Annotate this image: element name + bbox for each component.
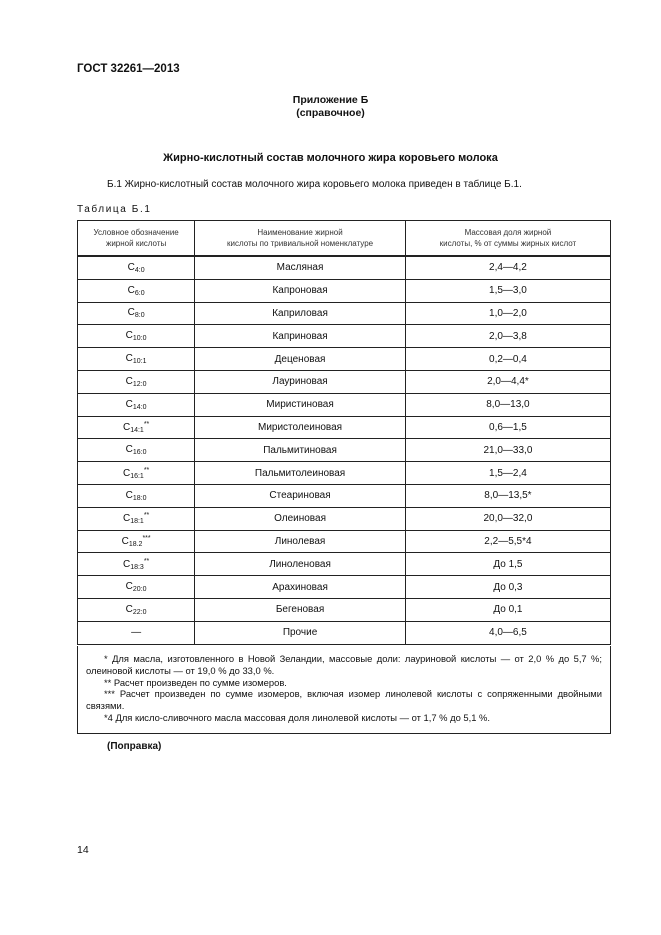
header-designation: Условное обозначение жирной кислоты (78, 221, 195, 257)
acid-name: Прочие (195, 621, 406, 644)
mass-fraction: 4,0—6,5 (405, 621, 610, 644)
table-row (78, 416, 611, 439)
table-row (78, 348, 611, 371)
mass-fraction: 1,5—3,0 (405, 279, 610, 302)
acid-designation: $C_{4:0}$ (78, 256, 195, 279)
mass-fraction: 2,0—4,4* (405, 370, 610, 393)
mass-fraction: 0,2—0,4 (405, 348, 610, 371)
acid-designation: $C_{22:0}$ (78, 598, 195, 621)
acid-designation: $C_{16:0}$ (78, 439, 195, 462)
acid-designation: $C_{14:1}^{**}$ (78, 416, 195, 439)
acid-name: Стеариновая (195, 484, 406, 507)
amendment-note: (Поправка) (107, 741, 162, 752)
acid-name: Пальмитолеиновая (195, 462, 406, 485)
table-row (78, 484, 611, 507)
acid-designation: $C_{10:0}$ (78, 325, 195, 348)
mass-fraction: 0,6—1,5 (405, 416, 610, 439)
mass-fraction: До 0,3 (405, 576, 610, 599)
acid-name: Пальмитиновая (195, 439, 406, 462)
appendix-subtitle: (справочное) (296, 107, 365, 119)
table-row (78, 370, 611, 393)
acid-name: Арахиновая (195, 576, 406, 599)
acid-designation: $C_{18:0}$ (78, 484, 195, 507)
appendix-title: Приложение Б (292, 94, 369, 106)
mass-fraction: 2,2—5,5*4 (405, 530, 610, 553)
acid-designation: $C_{12:0}$ (78, 370, 195, 393)
note-1: * Для масла, изготовленного в Новой Зеландии, массовые доли: лауриновой кислоты — от 2,0 % до 5,7 %; олеиновой кислоты — от 19,0 % до 33,0 %. (86, 653, 602, 676)
acid-name: Масляная (195, 256, 406, 279)
table-row (78, 256, 611, 279)
section-title: Жирно-кислотный состав молочного жира коровьего молока (163, 152, 498, 164)
acid-name: Линолевая (195, 530, 406, 553)
appendix-heading (0, 94, 661, 120)
table-label: Таблица Б.1 (77, 204, 152, 215)
mass-fraction: 2,4—4,2 (405, 256, 610, 279)
table-body (78, 256, 611, 644)
note-3: *** Расчет произведен по сумме изомеров, включая изомер линолевой кислоты с сопряженными двойными связями. (86, 688, 602, 712)
acid-name: Олеиновая (195, 507, 406, 530)
mass-fraction: До 1,5 (405, 553, 610, 576)
table-row (78, 507, 611, 530)
mass-fraction: 1,0—2,0 (405, 302, 610, 325)
note-2: ** Расчет произведен по сумме изомеров. (104, 676, 287, 688)
mass-fraction: 2,0—3,8 (405, 325, 610, 348)
acid-designation: $C_{8:0}$ (78, 302, 195, 325)
acid-name: Каприловая (195, 302, 406, 325)
table-row (78, 530, 611, 553)
document-code: ГОСТ 32261—2013 (77, 63, 180, 75)
acid-designation: $C_{20:0}$ (78, 576, 195, 599)
table-row (78, 325, 611, 348)
acid-designation: $C_{14:0}$ (78, 393, 195, 416)
section-intro: Б.1 Жирно-кислотный состав молочного жира коровьего молока приведен в таблице Б.1. (107, 179, 522, 190)
mass-fraction: 1,5—2,4 (405, 462, 610, 485)
table-row (78, 462, 611, 485)
acid-name: Лауриновая (195, 370, 406, 393)
table-row (78, 621, 611, 644)
acid-name: Капроновая (195, 279, 406, 302)
table-row (78, 279, 611, 302)
acid-designation: — (78, 621, 195, 644)
note-4: *4 Для кисло-сливочного масла массовая доля линолевой кислоты — от 1,7 % до 5,1 %. (104, 711, 490, 723)
acid-name: Миристиновая (195, 393, 406, 416)
acid-name: Линоленовая (195, 553, 406, 576)
table-row (78, 439, 611, 462)
acid-designation: $C_{10:1}$ (78, 348, 195, 371)
fatty-acid-table (77, 220, 611, 645)
table-row (78, 393, 611, 416)
acid-designation: $C_{18.2}^{***}$ (78, 530, 195, 553)
table-row (78, 302, 611, 325)
acid-name: Каприновая (195, 325, 406, 348)
acid-name: Миристолеиновая (195, 416, 406, 439)
table-row (78, 576, 611, 599)
acid-designation: $C_{6:0}$ (78, 279, 195, 302)
mass-fraction: 20,0—32,0 (405, 507, 610, 530)
table-header-row (78, 221, 611, 257)
mass-fraction: 8,0—13,5* (405, 484, 610, 507)
acid-name: Бегеновая (195, 598, 406, 621)
acid-designation: $C_{18:3}^{**}$ (78, 553, 195, 576)
table-row (78, 553, 611, 576)
page-number: 14 (77, 844, 89, 856)
acid-name: Деценовая (195, 348, 406, 371)
mass-fraction: 21,0—33,0 (405, 439, 610, 462)
mass-fraction: 8,0—13,0 (405, 393, 610, 416)
mass-fraction: До 0,1 (405, 598, 610, 621)
table-notes (77, 646, 611, 734)
acid-designation: $C_{18:1}^{**}$ (78, 507, 195, 530)
header-trivial-name: Наименование жирной кислоты по тривиальной номенклатуре (195, 221, 406, 257)
acid-designation: $C_{16:1}^{**}$ (78, 462, 195, 485)
table-row (78, 598, 611, 621)
header-mass-fraction: Массовая доля жирной кислоты, % от суммы жирных кислот (405, 221, 610, 257)
